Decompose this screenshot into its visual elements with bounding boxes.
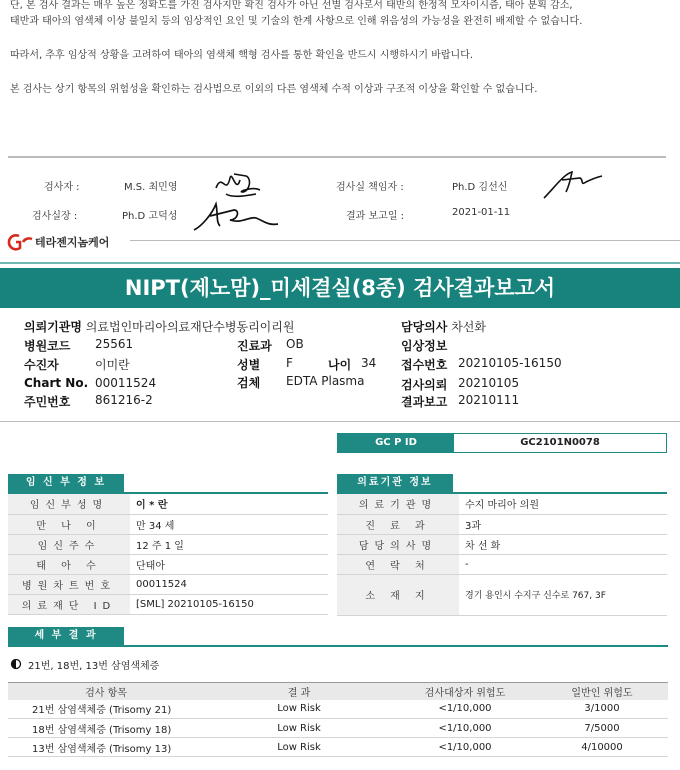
result-general-risk: 4/10000: [536, 738, 668, 757]
institution-info-label: 연 락 처: [337, 554, 459, 574]
institution-info-label: 진 료 과: [337, 514, 459, 534]
director-signature: [190, 196, 282, 236]
institution-info-row: [337, 534, 667, 554]
lab-head-signature: [540, 166, 608, 202]
report-date: 2021-01-11: [452, 207, 511, 218]
intro-line-2: 태반과 태아의 염색체 이상 불일치 등의 임상적인 요인 및 기술의 한계 사항으로 인해 위음성의 가능성을 완전히 배제할 수 없습니다.: [10, 16, 583, 27]
result-general-risk: 3/1000: [536, 700, 668, 719]
result-item: 21번 삼염색체증 (Trisomy 21): [8, 700, 204, 719]
gcpid-box: [337, 433, 667, 453]
institution-info-table: [337, 494, 667, 616]
institution-info-value: 수지 마리아 의원: [459, 494, 667, 514]
institution-section-title: 의료기관 정보: [337, 474, 453, 492]
result-row: [8, 719, 668, 738]
intro-line-4: 본 검사는 상기 항목의 위험성을 확인하는 검사법으로 이외의 다른 염색체 수적 이상과 구조적 이상을 확인할 수 없습니다.: [10, 84, 538, 95]
pregnant-info-row: [8, 514, 328, 534]
result-row: [8, 738, 668, 757]
pregnant-info-value: 이 * 란: [130, 494, 328, 514]
patient-row: 수진자: [24, 358, 59, 372]
pregnant-info-label: 의료재단 ID: [8, 594, 130, 614]
result-date-value: 20210111: [458, 393, 520, 407]
result-subject-risk: <1/10,000: [394, 719, 536, 738]
specimen-label: 검체: [237, 376, 261, 390]
header-test-item: 검사 항목: [8, 683, 204, 700]
report-title: NIPT(제노맘)_미세결실(8종) 검사결과보고서: [0, 268, 680, 308]
institution-info-label: 담당의사명: [337, 534, 459, 554]
pregnant-info-row: [8, 494, 328, 514]
detail-section-title: 세 부 결 과: [8, 627, 124, 645]
pregnant-info-value: 12 주 1 일: [130, 534, 328, 554]
institution-row: 의뢰기관명 의료법인마리아의료재단수병동리이리원: [24, 320, 295, 334]
result-row: [8, 700, 668, 719]
pregnant-info-label: 태 아 수: [8, 554, 130, 574]
result-subject-risk: <1/10,000: [394, 738, 536, 757]
hospital-code-value: 25561: [95, 337, 134, 351]
chart-no-value: 00011524: [95, 376, 157, 390]
result-general-risk: 7/5000: [536, 719, 668, 738]
logo-text: 테라젠지놈케어: [35, 236, 110, 249]
institution-info-row: [337, 494, 667, 514]
gcpid-value: GC2101N0078: [520, 437, 600, 448]
institution-info-value: -: [459, 554, 667, 574]
institution-info-value: 3과: [459, 514, 667, 534]
tester-label: 검사자 :: [44, 182, 80, 193]
request-value: 20210105: [458, 376, 520, 390]
intro-line-1: 단, 본 검사 결과는 매우 높은 정확도를 가진 검사지만 확진 검사가 아닌 선별 검사로서 태반의 한정적 모자이시즘, 태아 분획 감소,: [10, 0, 573, 11]
lab-head-name: Ph.D 김선신: [452, 182, 508, 193]
result-value: Low Risk: [204, 719, 394, 738]
banner-topline: [0, 262, 680, 264]
chart-no-label: Chart No.: [24, 376, 89, 390]
institution-info-label: 의료기관명: [337, 494, 459, 514]
director-label: 검사실장 :: [32, 211, 78, 222]
results-table: [8, 682, 668, 757]
pregnant-info-value: 단태아: [130, 554, 328, 574]
pregnant-info-label: 병원차트번호: [8, 574, 130, 594]
dept-row: 진료과: [237, 339, 272, 353]
dept-value: OB: [286, 337, 304, 351]
divider-logo: [130, 240, 680, 241]
result-value: Low Risk: [204, 700, 394, 719]
header-subject-risk: 검사대상자 위험도: [394, 683, 536, 700]
header-general-risk: 일반인 위험도: [536, 683, 668, 700]
patient-value: 이미란: [95, 358, 130, 372]
institution-info-row: [337, 514, 667, 534]
institution-info-value: 차 선 화: [459, 534, 667, 554]
pregnant-info-table: [8, 494, 328, 615]
institution-info-value: 경기 용인시 수지구 신수로 767, 3F: [459, 574, 667, 615]
pregnant-info-label: 임신부성명: [8, 494, 130, 514]
sex-value: F: [286, 356, 293, 370]
doctor-row: 담당의사 차선화: [401, 320, 486, 334]
detail-subtitle: 21번, 18번, 13번 삼염색체증: [28, 661, 160, 672]
request-label: 검사의뢰: [401, 378, 448, 392]
result-subject-risk: <1/10,000: [394, 700, 536, 719]
institution-info-row: [337, 574, 667, 615]
institution-info-row: [337, 554, 667, 574]
result-item: 18번 삼염색체증 (Trisomy 18): [8, 719, 204, 738]
lab-head-label: 검사실 책임자 :: [336, 182, 404, 193]
age-label: 나이: [328, 358, 352, 372]
pregnant-info-row: [8, 594, 328, 614]
result-value: Low Risk: [204, 738, 394, 757]
specimen-value: EDTA Plasma: [286, 374, 365, 388]
pregnant-info-row: [8, 574, 328, 594]
pregnant-info-label: 만 나 이: [8, 514, 130, 534]
pregnant-info-row: [8, 534, 328, 554]
tester-name: M.S. 최민영: [124, 182, 178, 193]
clinical-row: 임상정보: [401, 339, 448, 353]
header-result: 결 과: [204, 683, 394, 700]
intro-line-3: 따라서, 추후 임상적 상황을 고려하여 태아의 염색체 핵형 검사를 통한 확인을 반드시 시행하시기 바랍니다.: [10, 50, 474, 61]
pregnant-section-title: 임 신 부 정 보: [8, 474, 124, 492]
pregnant-info-label: 임신주수: [8, 534, 130, 554]
report-date-label: 결과 보고일 :: [346, 211, 405, 222]
pregnant-info-value: 만 34 세: [130, 514, 328, 534]
divider-top: [8, 156, 666, 158]
age-value: 34: [361, 356, 377, 370]
receipt-label: 접수번호: [401, 358, 448, 372]
rrn-value: 861216-2: [95, 393, 153, 407]
result-date-label: 결과보고: [401, 395, 448, 409]
sex-label: 성별: [237, 358, 261, 372]
gcpid-label: GC P ID: [338, 434, 454, 452]
pregnant-info-value: 00011524: [130, 574, 328, 594]
divider-info: [0, 421, 680, 422]
institution-info-label: 소 재 지: [337, 574, 459, 615]
half-circle-icon: [10, 658, 22, 670]
hospital-code-row: 병원코드: [24, 339, 71, 353]
detail-section-bar: [8, 645, 668, 647]
pregnant-info-row: [8, 554, 328, 574]
pregnant-info-value: [SML] 20210105-16150: [130, 594, 328, 614]
director-name: Ph.D 고덕성: [122, 211, 178, 222]
receipt-value: 20210105-16150: [458, 356, 562, 370]
terragen-logo-icon: [6, 233, 34, 251]
result-item: 13번 삼염색체증 (Trisomy 13): [8, 738, 204, 757]
rrn-label: 주민번호: [24, 395, 71, 409]
